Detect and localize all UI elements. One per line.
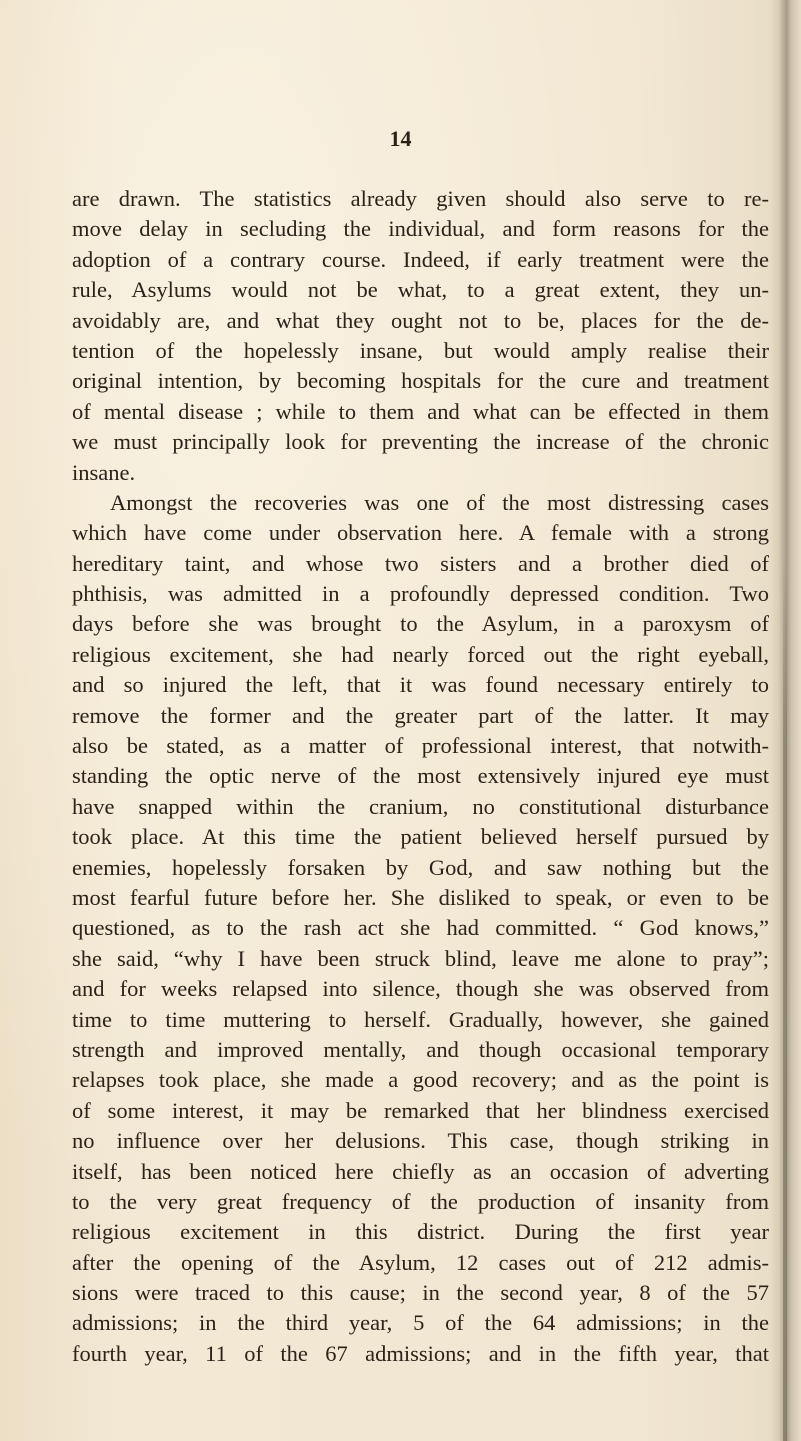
text-line: move delay in secluding the individual, and form reasons for the [72, 216, 769, 242]
text-line: also be stated, as a matter of professional interest, that notwith- [72, 733, 769, 759]
text-line: avoidably are, and what they ought not to be, places for the de- [72, 307, 769, 333]
text-line: most fearful future before her. She disliked to speak, or even to be [72, 884, 769, 910]
body-text [72, 184, 769, 1369]
text-line: of mental disease ; while to them and what can be effected in them [72, 398, 769, 424]
text-line: of some interest, it may be remarked that her blindness exercised [72, 1097, 769, 1123]
text-line: we must principally look for preventing the increase of the chronic [72, 429, 769, 455]
text-line: and so injured the left, that it was found necessary entirely to [72, 672, 769, 698]
text-line: adoption of a contrary course. Indeed, if early treatment were the [72, 246, 769, 272]
text-line: to the very great frequency of the production of insanity from [72, 1188, 769, 1214]
text-line: remove the former and the greater part of the latter. It may [72, 702, 769, 728]
text-line: days before she was brought to the Asylum, in a paroxysm of [72, 611, 769, 637]
text-line: have snapped within the cranium, no constitutional disturbance [72, 793, 769, 819]
page-number: 14 [389, 126, 412, 151]
text-line: are drawn. The statistics already given should also serve to re- [72, 186, 769, 211]
text-line: hereditary taint, and whose two sisters and a brother died of [72, 550, 769, 576]
text-line: rule, Asylums would not be what, to a great extent, they un- [72, 277, 769, 303]
text-line: original intention, by becoming hospitals for the cure and treatment [72, 368, 769, 394]
text-line: standing the optic nerve of the most extensively injured eye must [72, 763, 769, 789]
text-line: took place. At this time the patient believed herself pursued by [72, 824, 769, 850]
text-line: tention of the hopelessly insane, but would amply realise their [72, 337, 769, 363]
text-line: questioned, as to the rash act she had committed. “ God knows,” [72, 915, 769, 941]
text-line: and for weeks relapsed into silence, though she was observed from [72, 976, 769, 1002]
text-line: which have come under observation here. A female with a strong [72, 520, 769, 546]
text-line: fourth year, 11 of the 67 admissions; and in the fifth year, that [72, 1340, 769, 1366]
text-line: phthisis, was admitted in a profoundly depressed condition. Two [72, 581, 769, 607]
text-line: admissions; in the third year, 5 of the 64 admissions; in the [72, 1310, 769, 1336]
binding-shadow [783, 560, 787, 1441]
text-line: she said, “why I have been struck blind, leave me alone to pray”; [72, 945, 769, 971]
text-line: no influence over her delusions. This case, though striking in [72, 1128, 769, 1154]
text-line: after the opening of the Asylum, 12 cases out of 212 admis- [72, 1249, 769, 1275]
text-line: relapses took place, she made a good recovery; and as the point is [72, 1067, 769, 1093]
paragraph-2 [72, 488, 769, 1369]
text-line: strength and improved mentally, and though occasional temporary [72, 1036, 769, 1062]
text-line: religious excitement, she had nearly forced out the right eyeball, [72, 641, 769, 667]
paragraph-1 [72, 184, 769, 488]
text-line: itself, has been noticed here chiefly as an occasion of adverting [72, 1158, 769, 1184]
text-line: sions were traced to this cause; in the second year, 8 of the 57 [72, 1280, 769, 1306]
text-line: time to time muttering to herself. Gradually, however, she gained [72, 1006, 769, 1032]
text-line: religious excitement in this district. During the first year [72, 1219, 769, 1245]
text-line: Amongst the recoveries was one of the most distressing cases [110, 489, 769, 515]
text-line: insane. [72, 459, 136, 485]
text-line: enemies, hopelessly forsaken by God, and saw nothing but the [72, 854, 769, 880]
